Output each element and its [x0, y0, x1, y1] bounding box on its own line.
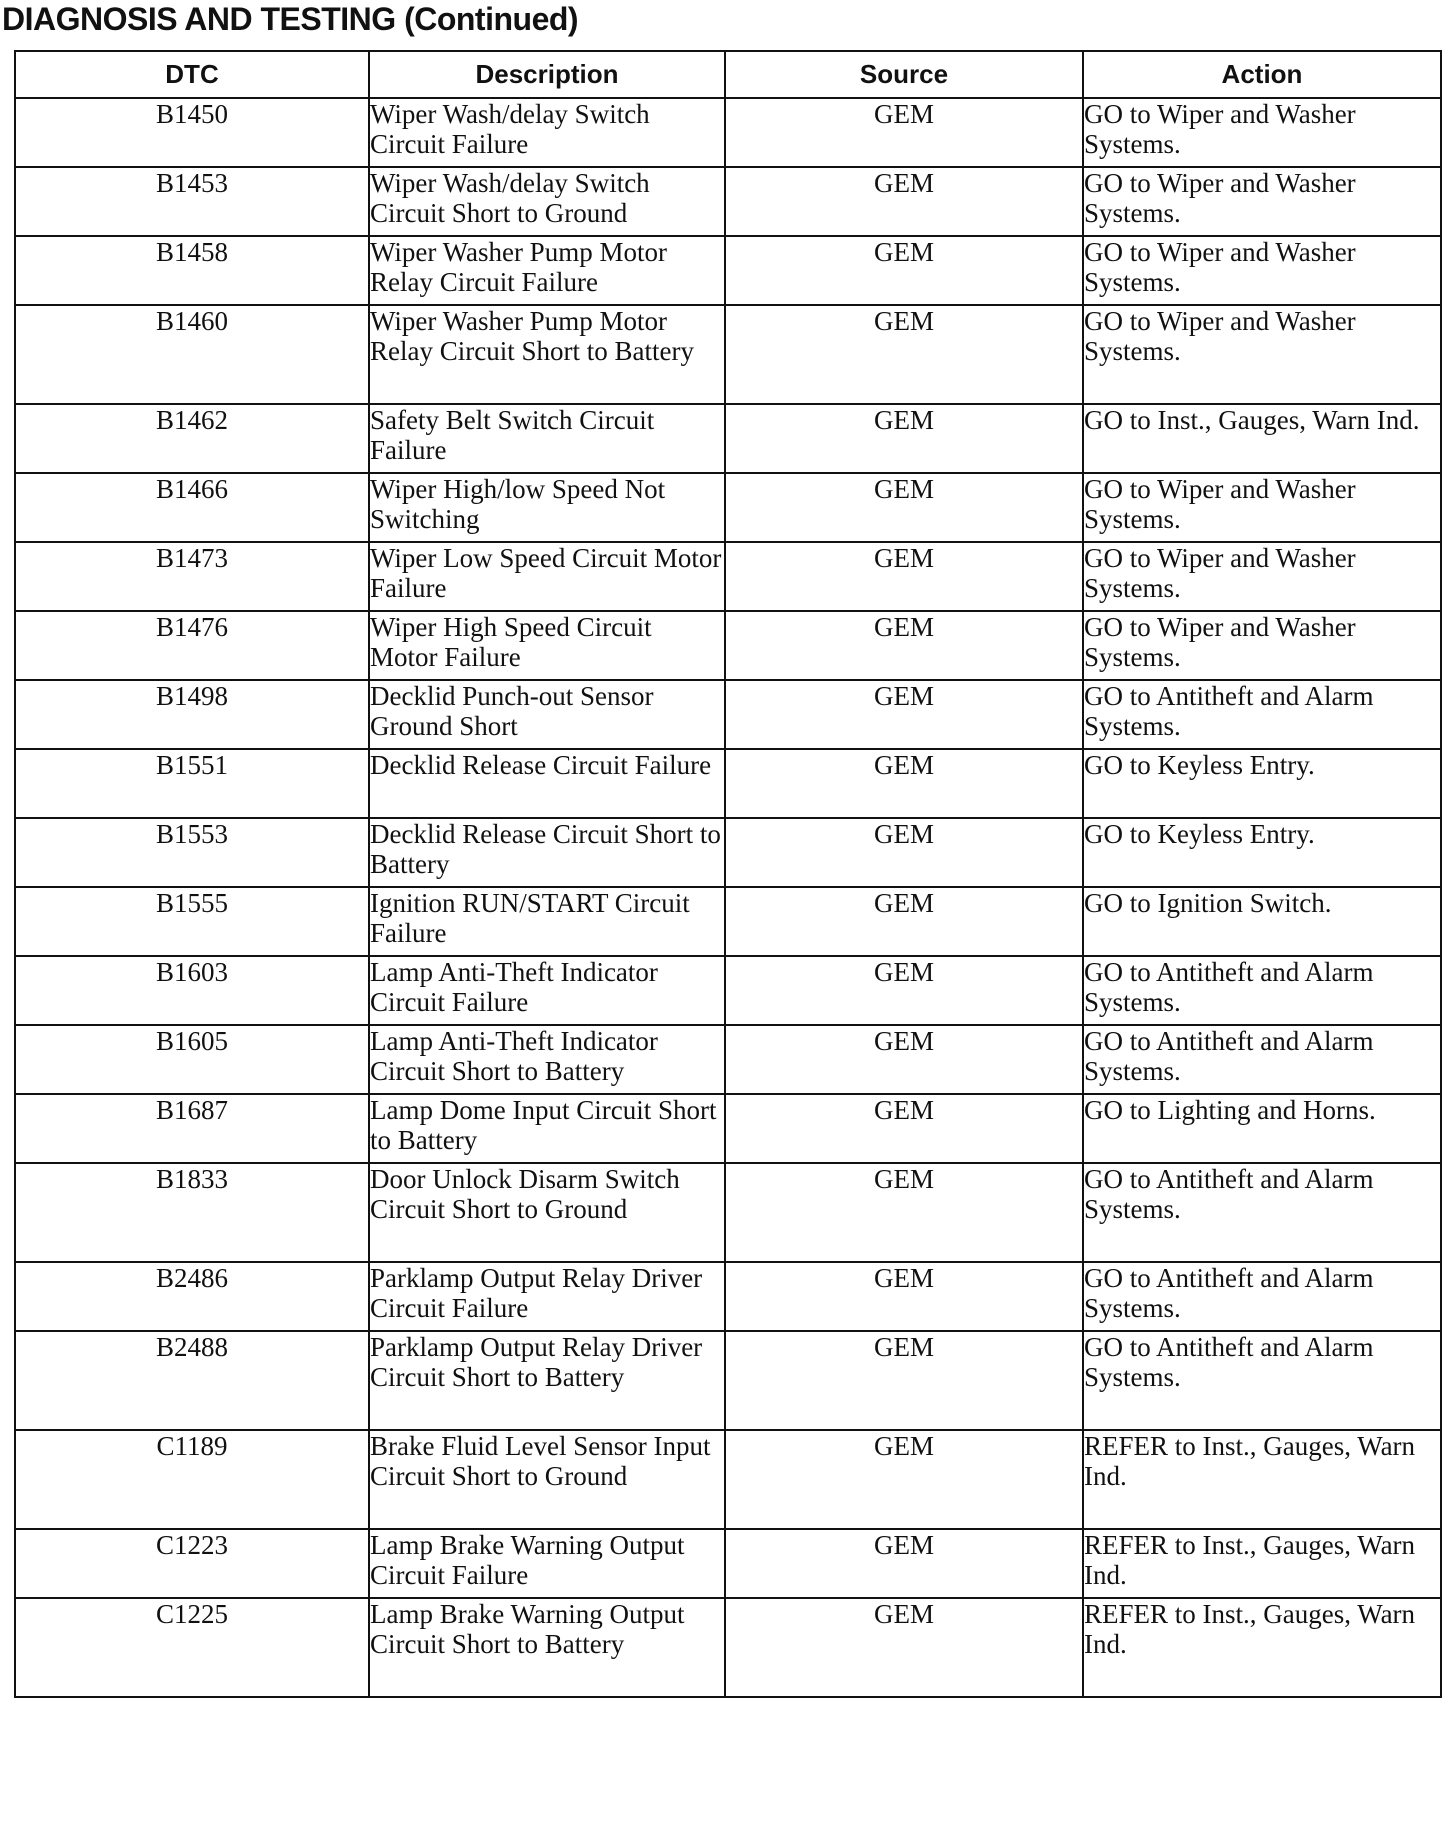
dtc-cell: B1833 [15, 1163, 369, 1262]
table-row [15, 611, 1441, 680]
page-title: DIAGNOSIS AND TESTING (Continued) [2, 1, 579, 37]
table-row [15, 404, 1441, 473]
description-cell: Wiper Wash/delay Switch Circuit Short to Ground [369, 167, 725, 236]
action-cell: GO to Keyless Entry. [1083, 818, 1441, 887]
dtc-cell: B2486 [15, 1262, 369, 1331]
dtc-cell: C1225 [15, 1598, 369, 1697]
action-cell: GO to Wiper and Washer Systems. [1083, 611, 1441, 680]
source-cell: GEM [725, 1025, 1083, 1094]
header-dtc: DTC [15, 51, 369, 98]
dtc-cell: B1498 [15, 680, 369, 749]
description-cell: Lamp Anti-Theft Indicator Circuit Short to Battery [369, 1025, 725, 1094]
description-cell: Decklid Punch-out Sensor Ground Short [369, 680, 725, 749]
source-cell: GEM [725, 680, 1083, 749]
description-cell: Lamp Dome Input Circuit Short to Battery [369, 1094, 725, 1163]
description-cell: Decklid Release Circuit Short to Battery [369, 818, 725, 887]
source-cell: GEM [725, 542, 1083, 611]
source-cell: GEM [725, 749, 1083, 818]
dtc-cell: B1458 [15, 236, 369, 305]
description-cell: Ignition RUN/START Circuit Failure [369, 887, 725, 956]
source-cell: GEM [725, 1529, 1083, 1598]
action-cell: GO to Keyless Entry. [1083, 749, 1441, 818]
header-description: Description [369, 51, 725, 98]
action-cell: GO to Lighting and Horns. [1083, 1094, 1441, 1163]
table-row [15, 818, 1441, 887]
source-cell: GEM [725, 1094, 1083, 1163]
source-cell: GEM [725, 956, 1083, 1025]
dtc-cell: B1553 [15, 818, 369, 887]
action-cell: GO to Ignition Switch. [1083, 887, 1441, 956]
header-action: Action [1083, 51, 1441, 98]
dtc-cell: C1223 [15, 1529, 369, 1598]
source-cell: GEM [725, 887, 1083, 956]
table-row [15, 887, 1441, 956]
source-cell: GEM [725, 1598, 1083, 1697]
table-row [15, 98, 1441, 167]
description-cell: Wiper Washer Pump Motor Relay Circuit Failure [369, 236, 725, 305]
description-cell: Lamp Brake Warning Output Circuit Short to Battery [369, 1598, 725, 1697]
dtc-cell: B1476 [15, 611, 369, 680]
description-cell: Decklid Release Circuit Failure [369, 749, 725, 818]
dtc-cell: B1687 [15, 1094, 369, 1163]
dtc-cell: B1603 [15, 956, 369, 1025]
action-cell: GO to Antitheft and Alarm Systems. [1083, 956, 1441, 1025]
dtc-table [14, 50, 1442, 1698]
table-row [15, 473, 1441, 542]
dtc-cell: B1473 [15, 542, 369, 611]
action-cell: GO to Wiper and Washer Systems. [1083, 98, 1441, 167]
source-cell: GEM [725, 404, 1083, 473]
table-row [15, 680, 1441, 749]
table-row [15, 1094, 1441, 1163]
source-cell: GEM [725, 98, 1083, 167]
action-cell: GO to Antitheft and Alarm Systems. [1083, 1331, 1441, 1430]
source-cell: GEM [725, 236, 1083, 305]
dtc-cell: B1453 [15, 167, 369, 236]
description-cell: Wiper Low Speed Circuit Motor Failure [369, 542, 725, 611]
dtc-cell: B1551 [15, 749, 369, 818]
action-cell: GO to Wiper and Washer Systems. [1083, 236, 1441, 305]
source-cell: GEM [725, 167, 1083, 236]
action-cell: GO to Wiper and Washer Systems. [1083, 473, 1441, 542]
source-cell: GEM [725, 305, 1083, 404]
description-cell: Wiper Washer Pump Motor Relay Circuit Short to Battery [369, 305, 725, 404]
dtc-cell: B1605 [15, 1025, 369, 1094]
action-cell: GO to Wiper and Washer Systems. [1083, 305, 1441, 404]
source-cell: GEM [725, 1331, 1083, 1430]
table-row [15, 956, 1441, 1025]
action-cell: REFER to Inst., Gauges, Warn Ind. [1083, 1430, 1441, 1529]
table-row [15, 1025, 1441, 1094]
table-row [15, 1598, 1441, 1697]
source-cell: GEM [725, 473, 1083, 542]
action-cell: GO to Antitheft and Alarm Systems. [1083, 1163, 1441, 1262]
source-cell: GEM [725, 818, 1083, 887]
source-cell: GEM [725, 1163, 1083, 1262]
source-cell: GEM [725, 611, 1083, 680]
description-cell: Wiper Wash/delay Switch Circuit Failure [369, 98, 725, 167]
dtc-cell: B1462 [15, 404, 369, 473]
description-cell: Safety Belt Switch Circuit Failure [369, 404, 725, 473]
dtc-cell: B1466 [15, 473, 369, 542]
table-row [15, 167, 1441, 236]
description-cell: Wiper High Speed Circuit Motor Failure [369, 611, 725, 680]
description-cell: Wiper High/low Speed Not Switching [369, 473, 725, 542]
description-cell: Lamp Anti-Theft Indicator Circuit Failure [369, 956, 725, 1025]
table-row [15, 1331, 1441, 1430]
action-cell: GO to Wiper and Washer Systems. [1083, 542, 1441, 611]
table-row [15, 236, 1441, 305]
dtc-cell: B1555 [15, 887, 369, 956]
table-row [15, 1163, 1441, 1262]
action-cell: GO to Inst., Gauges, Warn Ind. [1083, 404, 1441, 473]
source-cell: GEM [725, 1262, 1083, 1331]
table-row [15, 542, 1441, 611]
dtc-cell: C1189 [15, 1430, 369, 1529]
description-cell: Brake Fluid Level Sensor Input Circuit Short to Ground [369, 1430, 725, 1529]
description-cell: Parklamp Output Relay Driver Circuit Short to Battery [369, 1331, 725, 1430]
table-row [15, 749, 1441, 818]
action-cell: REFER to Inst., Gauges, Warn Ind. [1083, 1529, 1441, 1598]
dtc-cell: B1450 [15, 98, 369, 167]
action-cell: GO to Antitheft and Alarm Systems. [1083, 1262, 1441, 1331]
header-source: Source [725, 51, 1083, 98]
table-row [15, 1430, 1441, 1529]
action-cell: GO to Antitheft and Alarm Systems. [1083, 680, 1441, 749]
dtc-cell: B2488 [15, 1331, 369, 1430]
table-header-row [15, 51, 1441, 98]
action-cell: GO to Antitheft and Alarm Systems. [1083, 1025, 1441, 1094]
table-row [15, 1529, 1441, 1598]
dtc-cell: B1460 [15, 305, 369, 404]
table-row [15, 305, 1441, 404]
description-cell: Door Unlock Disarm Switch Circuit Short to Ground [369, 1163, 725, 1262]
table-row [15, 1262, 1441, 1331]
action-cell: GO to Wiper and Washer Systems. [1083, 167, 1441, 236]
source-cell: GEM [725, 1430, 1083, 1529]
description-cell: Lamp Brake Warning Output Circuit Failure [369, 1529, 725, 1598]
description-cell: Parklamp Output Relay Driver Circuit Failure [369, 1262, 725, 1331]
action-cell: REFER to Inst., Gauges, Warn Ind. [1083, 1598, 1441, 1697]
